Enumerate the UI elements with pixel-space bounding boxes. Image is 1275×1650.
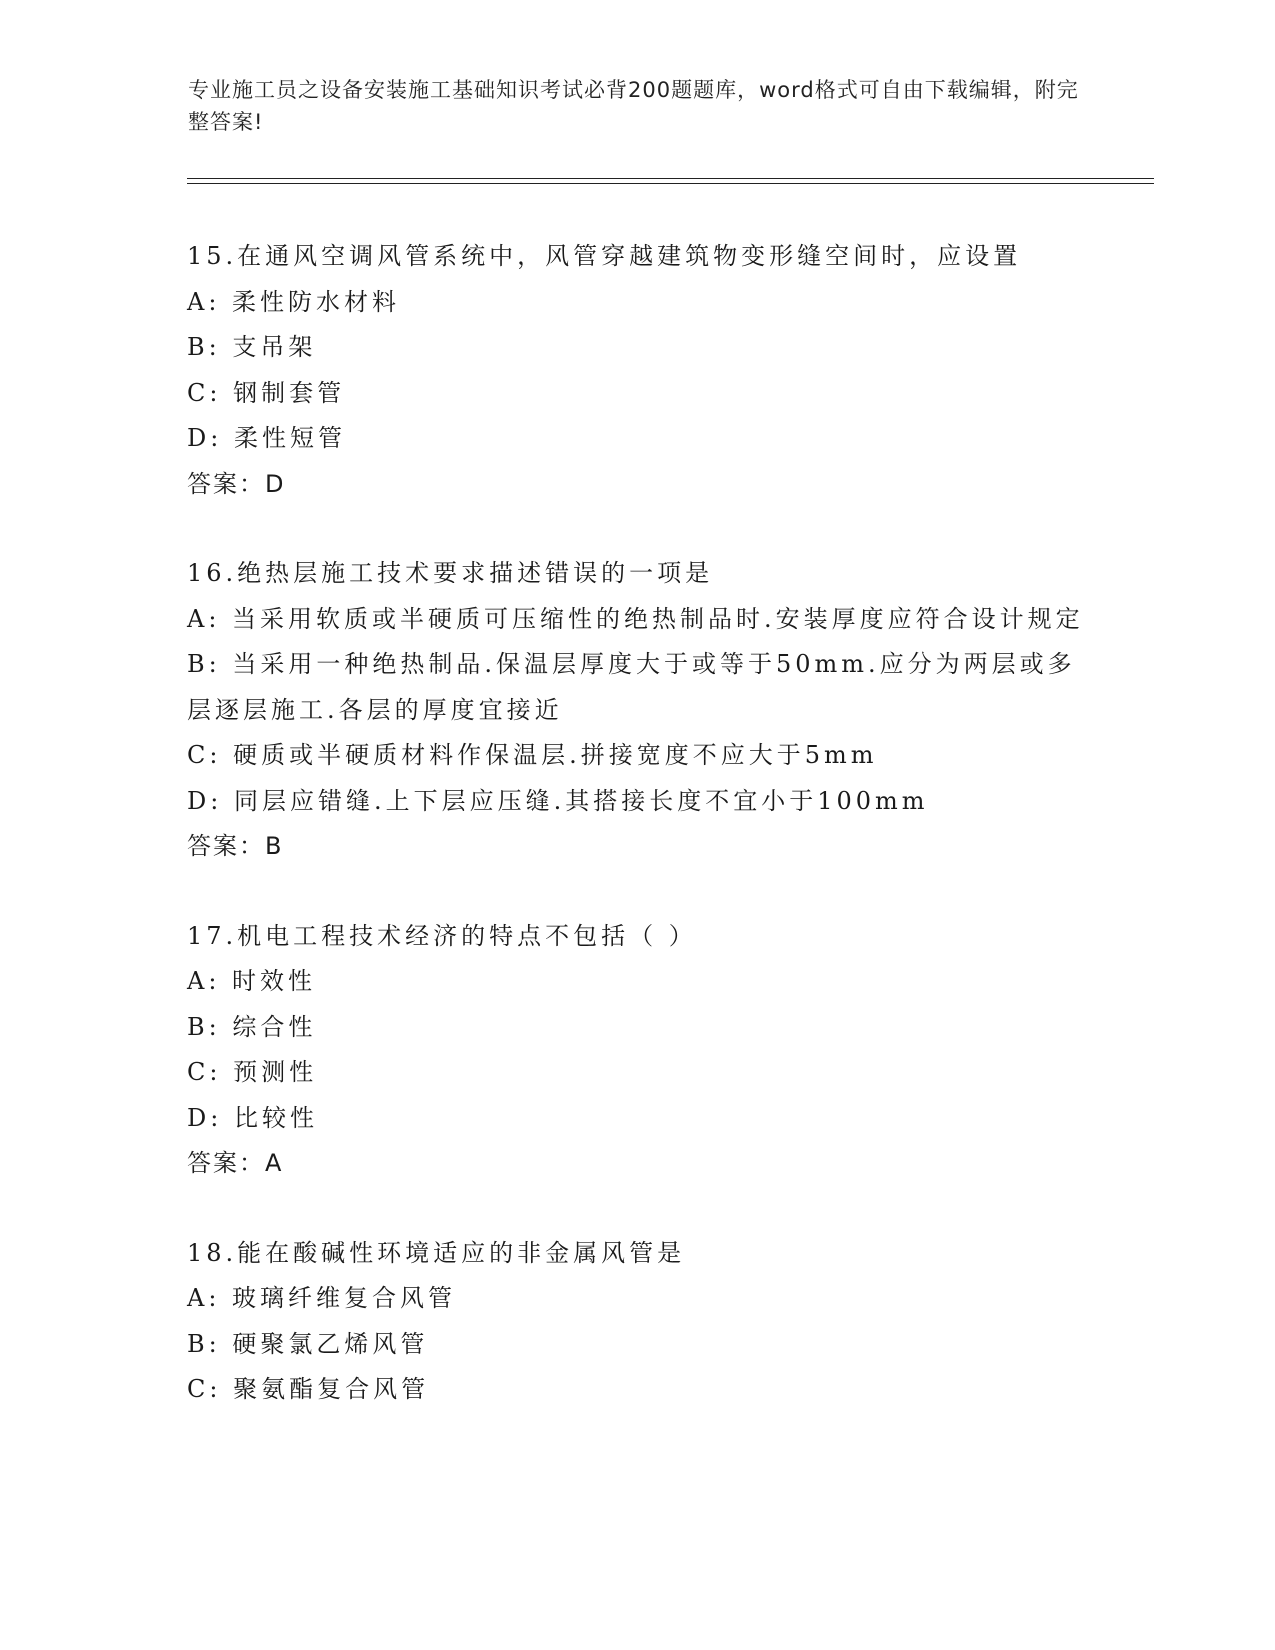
question-stem: 16.绝热层施工技术要求描述错误的一项是 [187,559,714,587]
option-a: A: 当采用软质或半硬质可压缩性的绝热制品时.安装厚度应符合设计规定 [187,604,1084,633]
option-c: C: 预测性 [187,1058,318,1086]
option-d: D: 比较性 [187,1103,318,1132]
document-header: 专业施工员之设备安装施工基础知识考试必背200题题库，word格式可自由下载编辑，附完整答案! [188,78,1079,134]
question-stem: 18.能在酸碱性环境适应的非金属风管是 [187,1238,686,1267]
option-c: C: 聚氨酯复合风管 [187,1375,430,1403]
question-15 [187,234,1087,507]
option-b: B: 支吊架 [187,333,317,361]
option-b: B: 综合性 [187,1012,317,1041]
option-d: D: 柔性短管 [187,424,346,452]
header-divider-bottom [187,183,1154,184]
option-a: A: 玻璃纤维复合风管 [187,1284,457,1312]
question-16 [187,551,1087,870]
option-b: B: 当采用一种绝热制品.保温层厚度大于或等于50mm.应分为两层或多层逐层施工.各层的厚度宜接近 [187,650,1076,724]
question-18 [187,1231,1087,1413]
answer: 答案：B [187,832,284,860]
question-list [187,234,1087,1457]
option-b: B: 硬聚氯乙烯风管 [187,1329,429,1358]
question-stem: 17.机电工程技术经济的特点不包括（ ） [187,921,697,950]
option-a: A: 柔性防水材料 [187,287,401,316]
option-d: D: 同层应错缝.上下层应压缝.其搭接长度不宜小于100mm [187,786,929,815]
answer: 答案：A [187,1149,284,1177]
option-c: C: 硬质或半硬质材料作保温层.拼接宽度不应大于5mm [187,741,878,769]
header-divider-top [187,178,1154,179]
question-17 [187,914,1087,1187]
question-stem: 15.在通风空调风管系统中，风管穿越建筑物变形缝空间时，应设置 [187,242,1022,270]
answer: 答案：D [187,469,286,498]
option-c: C: 钢制套管 [187,378,346,407]
option-a: A: 时效性 [187,967,317,995]
